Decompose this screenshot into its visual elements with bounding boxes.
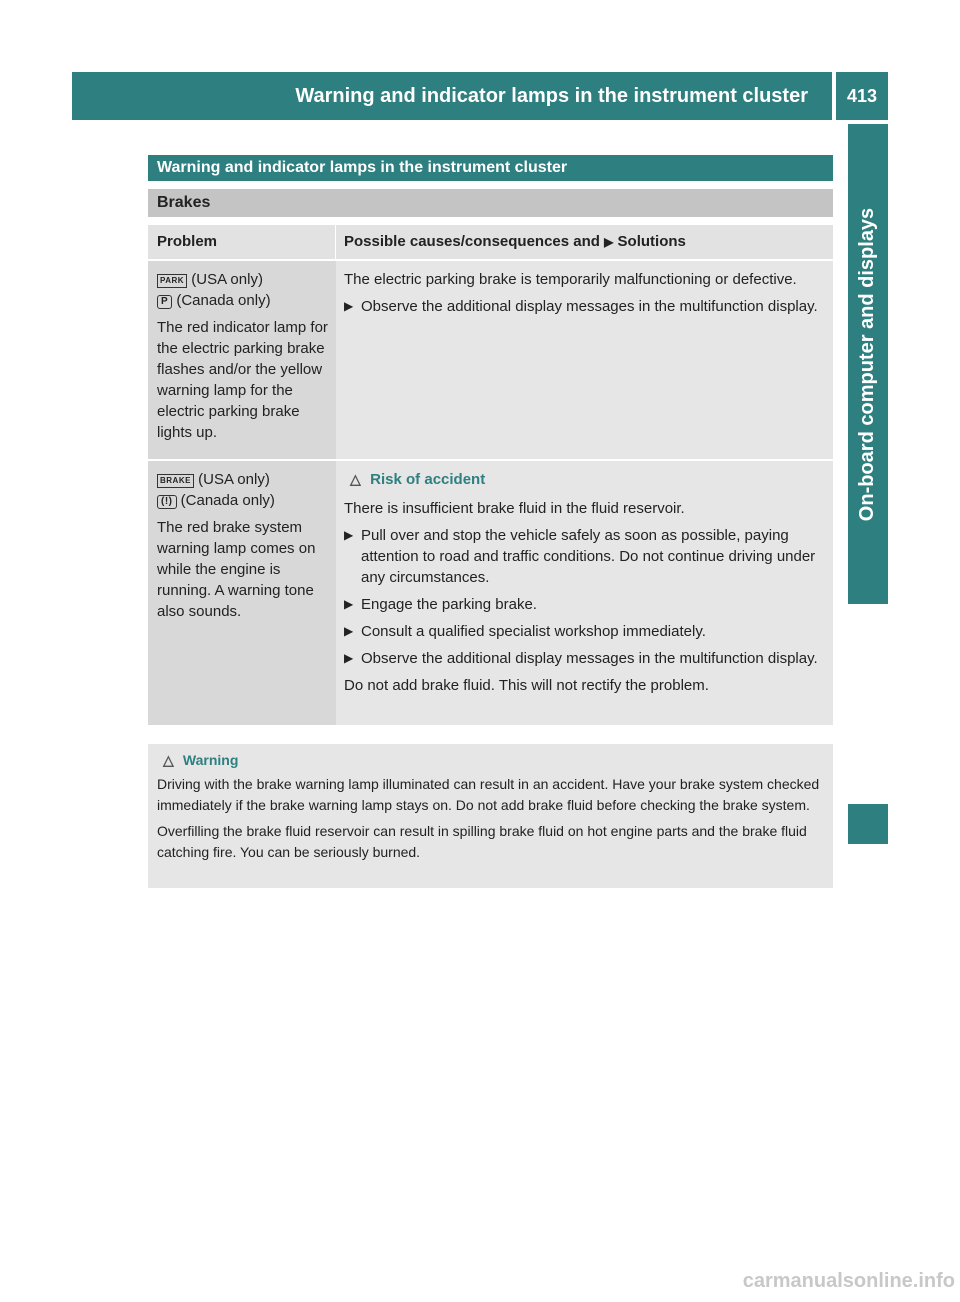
list-item — [344, 594, 827, 615]
arrow-right-icon: ▶ — [344, 597, 354, 611]
side-chapter-label: On-board computer and displays — [856, 207, 879, 521]
arrow-right-icon: ▶ — [344, 528, 354, 542]
arrow-right-icon: ▶ — [344, 651, 354, 665]
table-row — [148, 459, 833, 725]
header-problem: Problem — [148, 225, 336, 259]
list-item — [344, 648, 827, 669]
section-subtitle: Brakes — [148, 189, 833, 217]
warning-paragraph: Overfilling the brake fluid reservoir can result in spilling brake fluid on hot engine parts and the brake fluid catching fire. You can be seriously burned. — [157, 822, 807, 860]
cause-text: The electric parking brake is temporarily malfunctioning or defective. — [344, 271, 797, 288]
park-indicator-icon: PARK — [157, 274, 187, 288]
note-text: Do not add brake fluid. This will not rectify the problem. — [344, 677, 709, 694]
header-causes — [336, 225, 833, 259]
header-causes-label: Possible causes/consequences and — [344, 233, 600, 250]
problem-table — [148, 225, 833, 725]
arrow-right-icon: ▶ — [344, 624, 354, 638]
warning-title: Warning — [182, 752, 239, 768]
table-row — [148, 259, 833, 459]
region-label: (Canada only) — [176, 292, 271, 309]
region-label: (Canada only) — [180, 492, 275, 509]
footer-watermark: carmanualsonline.info — [742, 1270, 955, 1292]
warning-triangle-icon: △ — [163, 752, 174, 768]
list-item — [344, 621, 827, 642]
list-item — [344, 525, 827, 588]
risk-label: Risk of accident — [370, 471, 486, 488]
region-label: (USA only) — [191, 271, 263, 288]
side-marker — [848, 804, 888, 844]
section-title: Warning and indicator lamps in the instrument cluster — [148, 155, 833, 181]
brake-circle-warning-icon: (!) — [157, 495, 177, 509]
problem-cell — [148, 461, 336, 725]
warning-heading — [157, 750, 827, 772]
warning-box — [148, 744, 833, 888]
page-header-title: Warning and indicator lamps in the instrument cluster — [295, 85, 808, 107]
list-item — [344, 296, 827, 317]
page-number: 413 — [836, 72, 888, 120]
warning-triangle-icon: △ — [350, 471, 361, 487]
arrow-right-icon: ▶ — [344, 299, 354, 313]
table-header — [148, 225, 833, 259]
step-text: Observe the additional display messages in the multifunction display. — [361, 650, 818, 667]
risk-heading — [344, 469, 827, 490]
step-text: Consult a qualified specialist workshop immediately. — [361, 623, 706, 640]
solution-cell — [336, 261, 833, 459]
cause-text: There is insufficient brake fluid in the fluid reservoir. — [344, 500, 685, 517]
step-text: Pull over and stop the vehicle safely as soon as possible, paying attention to road and traffic conditions. Do not continue driving under any circumstances. — [361, 527, 816, 586]
problem-cell — [148, 261, 336, 459]
side-chapter-label-wrap — [848, 124, 888, 604]
arrow-right-icon: ▶ — [604, 235, 614, 249]
brake-indicator-icon: BRAKE — [157, 474, 194, 488]
step-text: Observe the additional display messages in the multifunction display. — [361, 298, 818, 315]
solution-cell — [336, 461, 833, 725]
parking-brake-circle-icon: P — [157, 295, 172, 309]
region-label: (USA only) — [198, 471, 270, 488]
problem-text: The red brake system warning lamp comes on while the engine is running. A warning tone also sounds. — [157, 519, 316, 620]
header-solutions-label: Solutions — [617, 233, 686, 250]
step-text: Engage the parking brake. — [361, 596, 537, 613]
problem-text: The red indicator lamp for the electric parking brake flashes and/or the yellow warning lamp for the electric parking brake lights up. — [157, 319, 328, 441]
warning-paragraph: Driving with the brake warning lamp illuminated can result in an accident. Have your brake system checked immediately if the brake warning lamp stays on. Do not add brake fluid before checking the brake system. — [157, 775, 820, 813]
